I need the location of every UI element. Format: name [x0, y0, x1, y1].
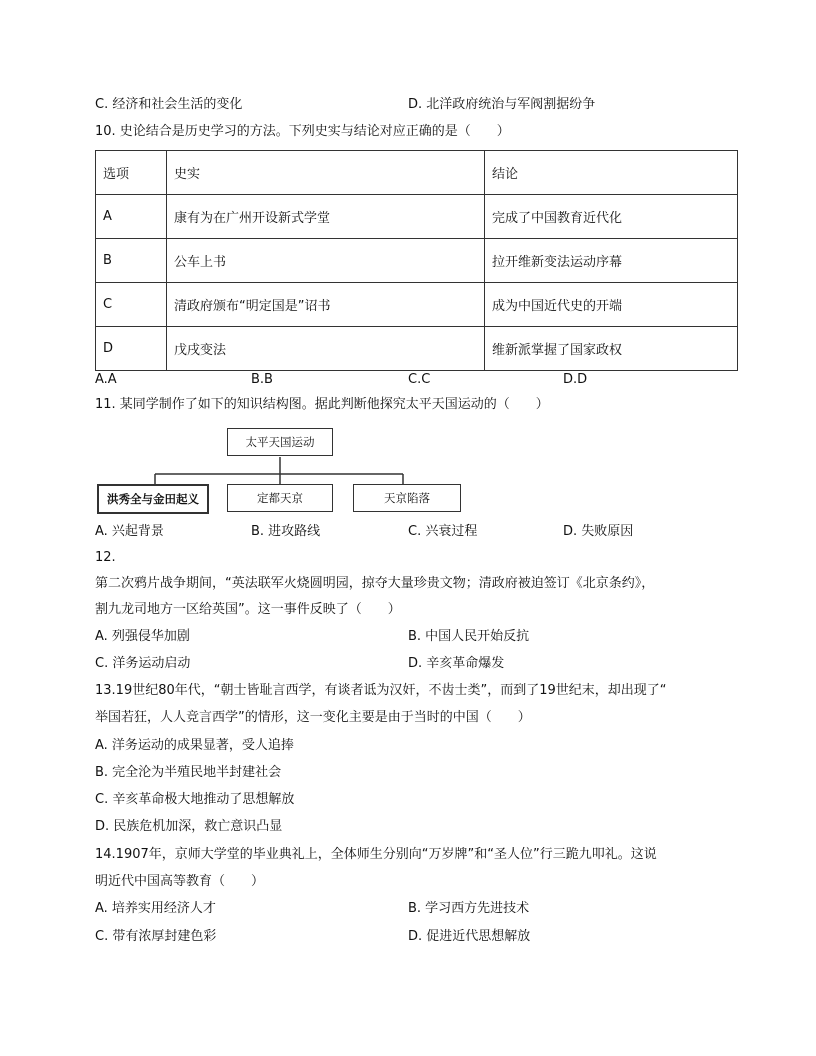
q13-option-a: A. 洋务运动的成果显著，受人追捧: [95, 738, 294, 753]
diagram-child-box: 洪秀全与金田起义: [97, 484, 209, 514]
table-header-cell: 结论: [485, 151, 738, 195]
knowledge-structure-diagram: [95, 424, 475, 516]
table-cell: C: [96, 283, 167, 327]
q12-option-b: B. 中国人民开始反抗: [408, 629, 530, 644]
q10-option-c: C.C: [408, 372, 431, 387]
q10-option-d: D.D: [563, 372, 588, 387]
q11-stem: 11. 某同学制作了如下的知识结构图。据此判断他探究太平天国运动的（ ）: [95, 397, 549, 412]
table-header-row: [96, 151, 738, 195]
q13-option-d: D. 民族危机加深，救亡意识凸显: [95, 819, 283, 834]
table-cell: 完成了中国教育近代化: [485, 195, 738, 239]
table-row: [96, 327, 738, 371]
table-cell: B: [96, 239, 167, 283]
q13-option-b: B. 完全沦为半殖民地半封建社会: [95, 765, 282, 780]
q13-stem: 13.19世纪80年代，“朝士皆耻言西学，有谈者诋为汉奸，不齿士类”，而到了19世纪末，却出现了“: [95, 683, 667, 698]
q14-option-b: B. 学习西方先进技术: [408, 901, 530, 916]
q10-table: [95, 150, 738, 371]
q12-option-a: A. 列强侵华加剧: [95, 629, 190, 644]
q11-option-b: B. 进攻路线: [251, 524, 321, 539]
q9-option-d: D. 北洋政府统治与军阀割据纷争: [408, 97, 596, 112]
q13-stem-continued: 举国若狂，人人竞言西学”的情形，这一变化主要是由于当时的中国（ ）: [95, 710, 531, 725]
q14-option-a: A. 培养实用经济人才: [95, 901, 216, 916]
q14-stem-continued: 明近代中国高等教育（ ）: [95, 874, 265, 889]
diagram-child-box: 天京陷落: [353, 484, 461, 512]
q14-option-c: C. 带有浓厚封建色彩: [95, 929, 217, 944]
table-cell: D: [96, 327, 167, 371]
q10-stem: 10. 史论结合是历史学习的方法。下列史实与结论对应正确的是（ ）: [95, 124, 510, 139]
table-cell: 戊戌变法: [167, 327, 485, 371]
table-header-cell: 史实: [167, 151, 485, 195]
q12-option-c: C. 洋务运动启动: [95, 656, 191, 671]
table-row: [96, 239, 738, 283]
table-row: [96, 283, 738, 327]
q13-option-c: C. 辛亥革命极大地推动了思想解放: [95, 792, 295, 807]
table-cell: 维新派掌握了国家政权: [485, 327, 738, 371]
table-cell: 成为中国近代史的开端: [485, 283, 738, 327]
q12-stem-continued: 割九龙司地方一区给英国”。这一事件反映了（ ）: [95, 602, 401, 617]
q14-option-d: D. 促进近代思想解放: [408, 929, 531, 944]
table-cell: 清政府颁布“明定国是”诏书: [167, 283, 485, 327]
q12-option-d: D. 辛亥革命爆发: [408, 656, 505, 671]
q10-option-b: B.B: [251, 372, 273, 387]
table-cell: A: [96, 195, 167, 239]
q11-option-d: D. 失败原因: [563, 524, 634, 539]
q9-option-c: C. 经济和社会生活的变化: [95, 97, 243, 112]
q14-stem: 14.1907年，京师大学堂的毕业典礼上，全体师生分别向“万岁牌”和“圣人位”行三跪九叩礼。这说: [95, 847, 657, 862]
diagram-root-box: 太平天国运动: [227, 428, 333, 456]
q12-stem: 第二次鸦片战争期间，“英法联军火烧圆明园，掠夺大量珍贵文物；清政府被迫签订《北京条约》，: [95, 576, 655, 591]
q11-option-a: A. 兴起背景: [95, 524, 164, 539]
q11-option-c: C. 兴衰过程: [408, 524, 478, 539]
table-header-cell: 选项: [96, 151, 167, 195]
table-cell: 康有为在广州开设新式学堂: [167, 195, 485, 239]
table-row: [96, 195, 738, 239]
q10-option-a: A.A: [95, 372, 117, 387]
q12-number: 12.: [95, 550, 116, 565]
diagram-child-box: 定都天京: [227, 484, 333, 512]
table-cell: 拉开维新变法运动序幕: [485, 239, 738, 283]
table-cell: 公车上书: [167, 239, 485, 283]
